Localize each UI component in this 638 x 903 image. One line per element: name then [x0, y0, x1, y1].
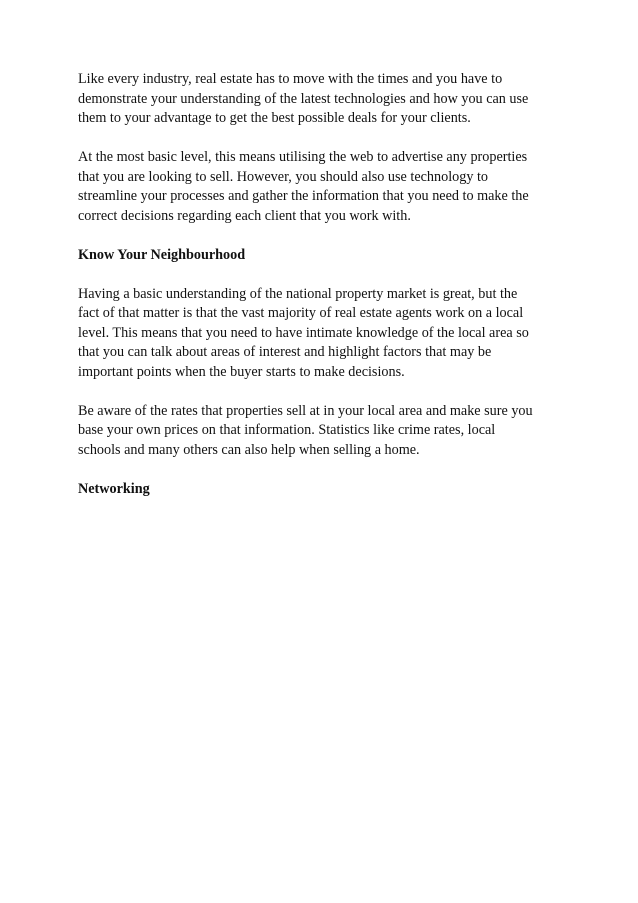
text-line: them to your advantage to get the best possible deals for your clients. — [78, 110, 471, 126]
text-line: At the most basic level, this means utilising the web to advertise any properties — [78, 149, 528, 165]
text-line: level. This means that you need to have intimate knowledge of the local area so — [78, 324, 529, 341]
text-line: Be aware of the rates that properties sell at in your local area and make sure you — [78, 402, 533, 419]
section-heading-networking: Networking — [78, 480, 150, 497]
text-line: that you are looking to sell. However, you should also use technology to — [78, 168, 489, 185]
paragraph-pricing — [78, 402, 563, 461]
paragraph-local-market — [78, 285, 563, 383]
text-line: important points when the buyer starts to make decisions. — [78, 363, 405, 380]
text-line: fact of that matter is that the vast majority of real estate agents work on a local — [78, 305, 524, 321]
text-line: base your own prices on that information. Statistics like crime rates, local — [78, 422, 496, 438]
text-line: demonstrate your understanding of the latest technologies and how you can use — [78, 90, 529, 107]
text-line: Having a basic understanding of the national property market is great, but the — [78, 285, 518, 302]
paragraph-intro — [78, 70, 563, 129]
text-line: Like every industry, real estate has to move with the times and you have to — [78, 71, 503, 87]
section-heading-neighbourhood: Know Your Neighbourhood — [78, 246, 246, 263]
text-line: schools and many others can also help when selling a home. — [78, 441, 420, 458]
text-line: streamline your processes and gather the information that you need to make the — [78, 188, 529, 204]
paragraph-basic-level — [78, 148, 563, 226]
document-body — [78, 70, 563, 519]
text-line: correct decisions regarding each client that you work with. — [78, 207, 411, 224]
text-line: that you can talk about areas of interest and highlight factors that may be — [78, 344, 492, 360]
